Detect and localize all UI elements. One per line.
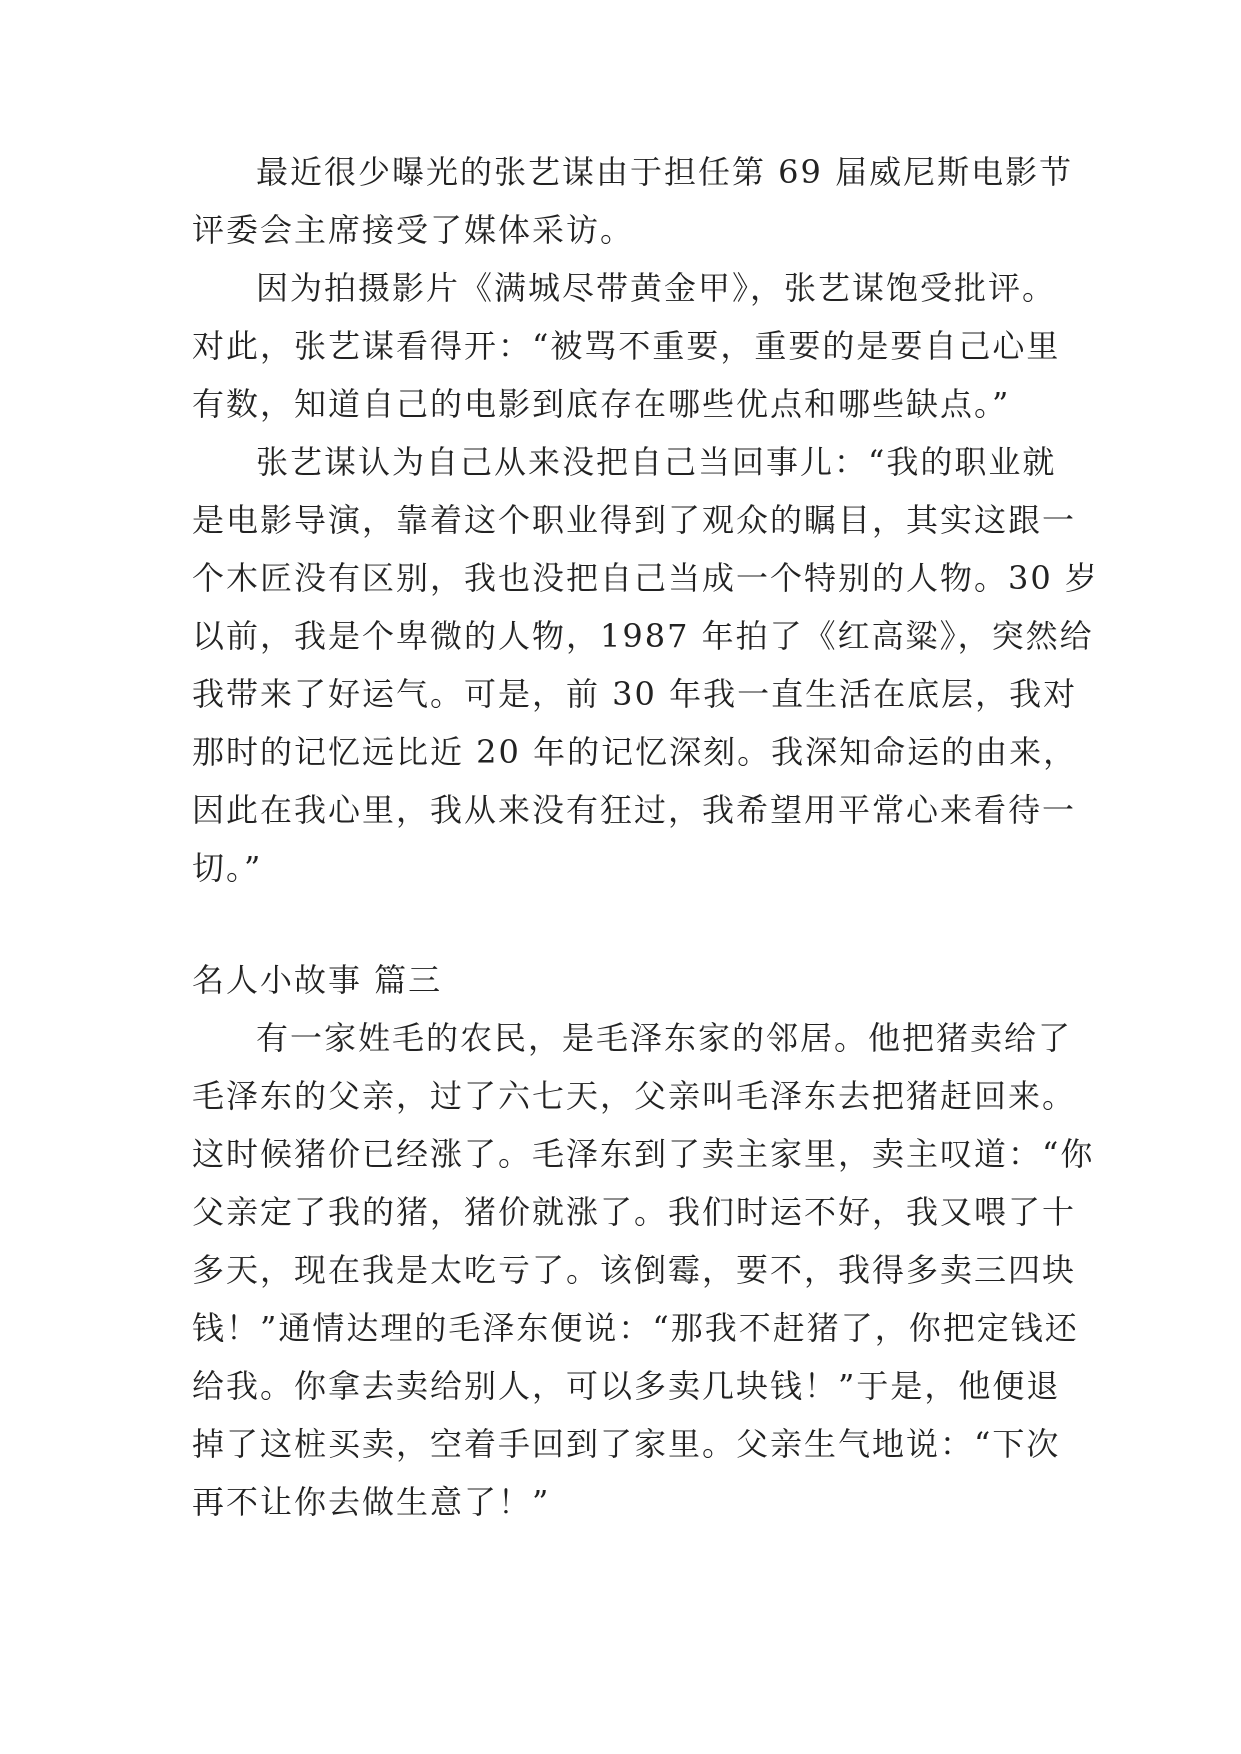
text-line: 对此，张艺谋看得开：“被骂不重要，重要的是要自己心里 [192, 327, 1061, 365]
text-line: 我带来了好运气。可是，前 30 年我一直生活在底层，我对 [192, 675, 1078, 713]
text-line: 毛泽东的父亲，过了六七天，父亲叫毛泽东去把猪赶回来。 [192, 1077, 1077, 1115]
text-line: 父亲定了我的猪，猪价就涨了。我们时运不好，我又喂了十 [192, 1193, 1077, 1231]
text-line: 个木匠没有区别，我也没把自己当成一个特别的人物。30 岁 [192, 559, 1099, 597]
section-heading: 名人小故事 篇三 [192, 961, 443, 999]
text-line: 多天，现在我是太吃亏了。该倒霉，要不，我得多卖三四块 [192, 1251, 1077, 1289]
text-line: 因此在我心里，我从来没有狂过，我希望用平常心来看待一 [192, 791, 1077, 829]
text-line: 再不让你去做生意了！” [192, 1483, 551, 1521]
text-line: 给我。你拿去卖给别人，可以多卖几块钱！”于是，他便退 [192, 1367, 1061, 1405]
text-line: 钱！”通情达理的毛泽东便说：“那我不赶猪了，你把定钱还 [192, 1309, 1079, 1347]
text-line: 是电影导演，靠着这个职业得到了观众的瞩目，其实这跟一 [192, 501, 1077, 539]
text-line: 评委会主席接受了媒体采访。 [192, 211, 635, 249]
text-line: 因为拍摄影片《满城尽带黄金甲》，张艺谋饱受批评。 [256, 269, 1057, 307]
text-line: 掉了这桩买卖，空着手回到了家里。父亲生气地说：“下次 [192, 1425, 1061, 1463]
text-line: 有数，知道自己的电影到底存在哪些优点和哪些缺点。” [192, 385, 1011, 423]
text-line: 有一家姓毛的农民，是毛泽东家的邻居。他把猪卖给了 [256, 1019, 1073, 1057]
text-line: 以前，我是个卑微的人物，1987 年拍了《红高粱》，突然给 [192, 617, 1094, 655]
text-line: 切。” [192, 849, 263, 887]
text-line: 最近很少曝光的张艺谋由于担任第 69 届威尼斯电影节 [256, 153, 1074, 191]
text-line: 张艺谋认为自己从来没把自己当回事儿：“我的职业就 [256, 443, 1057, 481]
text-line: 那时的记忆远比近 20 年的记忆深刻。我深知命运的由来， [192, 733, 1078, 771]
text-line: 这时候猪价已经涨了。毛泽东到了卖主家里，卖主叹道：“你 [192, 1135, 1095, 1173]
